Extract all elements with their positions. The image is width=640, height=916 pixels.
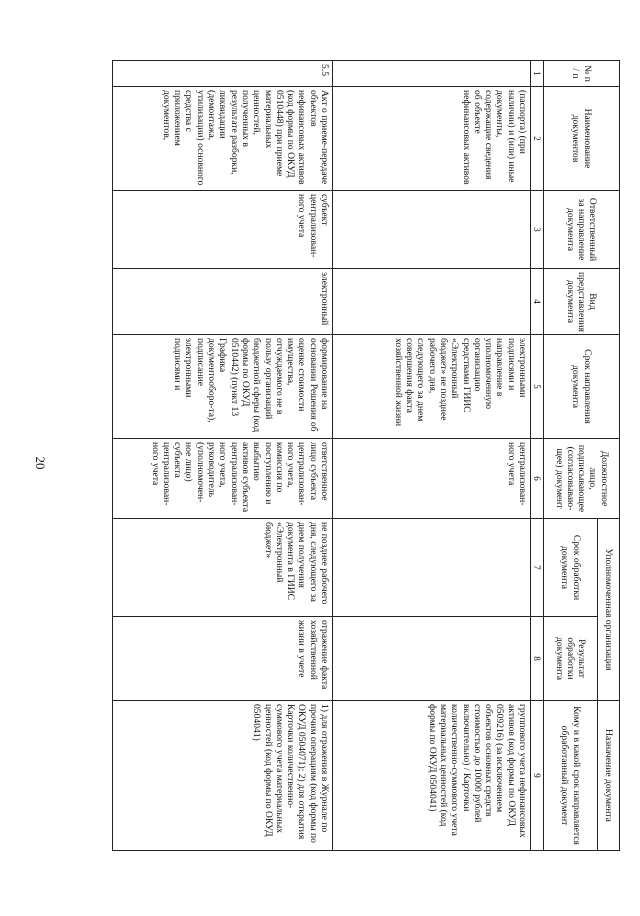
submission-deadline: формирование на основании Решения об оценке стоимости имущества, отчуждаемого не в пользу организаций бюджетной сферы (код формы по ОКУД 0510442) (пункт 13 Графика документооборо-та), подписание электронными подписями и [113, 335, 333, 439]
header-group-destination: Назначение документа [598, 701, 620, 851]
responsible: субъект централизован-ного учета [113, 191, 333, 269]
column-number: 3 [531, 191, 544, 269]
document-name: (паспорта) (при наличии) и (или) иные документы, содержащие сведения об объекте нефинансовых активов [333, 87, 531, 191]
presentation-form: электронный [113, 269, 333, 335]
header-row-1 [598, 61, 620, 851]
header-processing-time: Срок обработки документа [544, 519, 598, 617]
row-number: 5.5 [113, 61, 333, 87]
signing-official: ответственное лицо субъекта централизован-ного учета, комиссия по поступлению и выбытию активов субъекта централизован-ного учета, руководитель (уполномочен-ное лицо) субъекта централизован-ного учета [113, 439, 333, 519]
header-form: Вид представления документа [544, 269, 620, 335]
destination: 1) для отражения в Журнале по прочим операциям (код формы по ОКУД 0504071); 2) для открытия Карточки количественно-суммового учета материальных ценностей (код формы по ОКУД 0504041) [113, 701, 333, 851]
document-name: Акт о приеме-передаче объектов нефинансовых активов (код формы по ОКУД 0510448) при приеме материальных ценностей, полученных в результате разборки, ликвидации (демонтажа, утилизации) основного средства с приложением документов, [113, 87, 333, 191]
signing-official: централизован-ного учета [333, 439, 531, 519]
header-signer: Должностное лицо, подписывающее (согласовываю-щее) документ [544, 439, 620, 519]
header-deadline: Срок направления документа [544, 335, 620, 439]
column-number: 4 [531, 269, 544, 335]
column-number: 1 [531, 61, 544, 87]
column-number: 5 [531, 335, 544, 439]
document-flow-table [112, 60, 620, 851]
column-number-row [531, 61, 544, 851]
rotated-page-content [60, 60, 620, 850]
header-document-name: Наименование документов [544, 87, 620, 191]
header-responsible: Ответственный за направление документа [544, 191, 620, 269]
row-number [333, 61, 531, 87]
submission-deadline: электронными подписями и направление в уполномоченную организацию средствами ГИИС «Электронный бюджет» не позднее рабочего дня, следующего за днем совершения факта хозяйственной жизни [333, 335, 531, 439]
column-number: 9 [531, 701, 544, 851]
responsible [333, 191, 531, 269]
header-destination: Кому и в какой срок направляется обработанный документ [544, 701, 598, 851]
header-number: № п / п [544, 61, 620, 87]
processing-result [333, 617, 531, 701]
processing-result: отражение факта хозяйственной жизни в учете [113, 617, 333, 701]
header-group-organization: Уполномоченная организация [598, 519, 620, 701]
column-number: 6 [531, 439, 544, 519]
table-row [333, 61, 531, 851]
presentation-form [333, 269, 531, 335]
column-number: 2 [531, 87, 544, 191]
header-processing-result: Результат обработки документа [544, 617, 598, 701]
page-number: 20 [33, 456, 48, 470]
processing-time [333, 519, 531, 617]
table-row [113, 61, 333, 851]
destination: группового учета нефинансовых активов (код формы по ОКУД 0509216) (за исключением объектов основных средств стоимостью до 10000 рублей включительно) / Карточки количественно-суммового учета материальных ценностей (код формы по ОКУД 0504041) [333, 701, 531, 851]
column-number: 7 [531, 519, 544, 617]
processing-time: не позднее рабочего дня, следующего за днем получения документа в ГИИС «Электронный бюджет» [113, 519, 333, 617]
column-number: 8 [531, 617, 544, 701]
